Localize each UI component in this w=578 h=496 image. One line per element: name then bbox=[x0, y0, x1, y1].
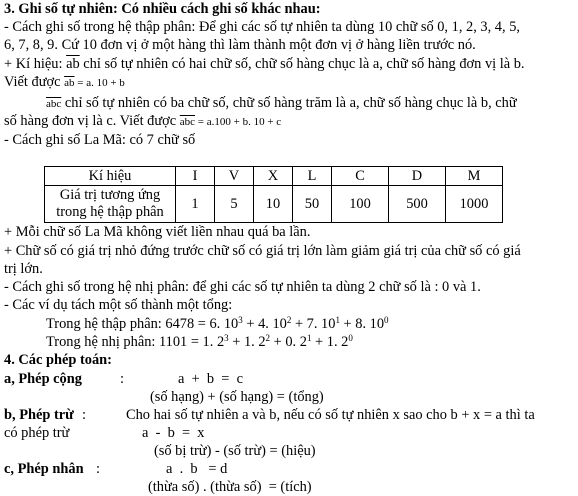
exponent: 1 bbox=[306, 333, 312, 343]
abc-formula-symbol: $\overline{abc}$ bbox=[179, 116, 196, 128]
addition-colon: : bbox=[120, 371, 124, 387]
example-dec-part: + 8. 10 bbox=[339, 316, 385, 332]
exponent: 2 bbox=[286, 315, 292, 325]
example-bin-part: + 0. 2 bbox=[270, 334, 307, 350]
roman-symbol: M bbox=[446, 167, 503, 186]
abc-symbol: $\overline{abc}$ bbox=[46, 98, 62, 110]
subtraction-formula: a - b = x bbox=[142, 425, 205, 441]
subtraction-names: (số bị trừ) - (số trừ) = (hiệu) bbox=[154, 443, 316, 459]
example-dec-part: + 7. 10 bbox=[291, 316, 336, 332]
multiplication-formula: a . b = d bbox=[166, 461, 228, 477]
roman-symbol: L bbox=[293, 167, 332, 186]
section-4-heading: 4. Các phép toán: bbox=[4, 352, 112, 368]
exponent: 0 bbox=[348, 333, 353, 343]
section-3-heading: 3. Ghi số tự nhiên: Có nhiều cách ghi số khác nhau: bbox=[4, 1, 321, 17]
roman-rule-2b: trị lớn. bbox=[4, 261, 43, 277]
roman-rule-1: + Mỗi chữ số La Mã không viết liền nhau quá ba lần. bbox=[4, 224, 311, 240]
example-decimal bbox=[46, 315, 389, 333]
abc-write-prefix: số hàng đơn vị là c. Viết được bbox=[4, 113, 180, 129]
notation-line-2 bbox=[4, 73, 125, 92]
subtraction-text-1: Cho hai số tự nhiên a và b, nếu có số tự nhiên x sao cho b + x = a thì ta bbox=[126, 407, 535, 423]
table-value-label bbox=[45, 186, 176, 223]
subtraction-colon: : bbox=[82, 407, 86, 423]
examples-intro: - Các ví dụ tách một số thành một tổng: bbox=[4, 297, 233, 313]
decimal-value: 1 bbox=[176, 186, 215, 223]
exponent: 3 bbox=[238, 315, 243, 325]
decimal-value: 10 bbox=[254, 186, 293, 223]
notation-line-4 bbox=[4, 112, 281, 131]
example-dec-part: Trong hệ thập phân: 6478 = 6. 10 bbox=[46, 316, 239, 332]
abc-formula: = a.100 + b. 10 + c bbox=[195, 116, 282, 128]
roman-numeral-table bbox=[44, 166, 503, 223]
notation-line-3 bbox=[46, 94, 517, 113]
table-row bbox=[45, 186, 503, 223]
multiplication-label: c, Phép nhân bbox=[4, 461, 84, 477]
write-prefix: Viết được bbox=[4, 74, 65, 90]
value-label-line-1: Giá trị tương ứng bbox=[59, 187, 161, 203]
example-bin-part: + 1. 2 bbox=[228, 334, 266, 350]
roman-symbol: V bbox=[215, 167, 254, 186]
decimal-value: 500 bbox=[389, 186, 446, 223]
exponent: 0 bbox=[384, 315, 389, 325]
example-bin-part: Trong hệ nhị phân: 1101 = 1. 2 bbox=[46, 334, 225, 350]
decimal-desc-line-2: 6, 7, 8, 9. Cứ 10 đơn vị ở một hàng thì làm thành một đơn vị ở hàng liền trước nó. bbox=[4, 37, 476, 53]
exponent: 3 bbox=[224, 333, 229, 343]
decimal-value: 5 bbox=[215, 186, 254, 223]
table-header-label: Kí hiệu bbox=[45, 167, 176, 186]
subtraction-label: b, Phép trừ bbox=[4, 407, 74, 423]
decimal-value: 100 bbox=[332, 186, 389, 223]
ab-formula: = a. 10 + b bbox=[74, 77, 125, 89]
subtraction-text-2: có phép trừ bbox=[4, 425, 70, 441]
roman-intro: - Cách ghi số La Mã: có 7 chữ số bbox=[4, 132, 196, 148]
roman-symbol: C bbox=[332, 167, 389, 186]
roman-symbol: X bbox=[254, 167, 293, 186]
value-label-line-2: trong hệ thập phân bbox=[56, 204, 164, 220]
exponent: 2 bbox=[265, 333, 271, 343]
multiplication-names: (thừa số) . (thừa số) = (tích) bbox=[148, 479, 312, 495]
addition-names: (số hạng) + (số hạng) = (tổng) bbox=[150, 389, 324, 405]
example-dec-part: + 4. 10 bbox=[242, 316, 287, 332]
multiplication-colon: : bbox=[96, 461, 100, 477]
notation-prefix: + Kí hiệu: bbox=[4, 56, 67, 72]
roman-symbol: I bbox=[176, 167, 215, 186]
binary-desc: - Cách ghi số trong hệ nhị phân: để ghi các số tự nhiên ta dùng 2 chữ số là : 0 và 1. bbox=[4, 279, 481, 295]
decimal-value: 50 bbox=[293, 186, 332, 223]
roman-rule-2a: + Chữ số có giá trị nhỏ đứng trước chữ số có giá trị lớn làm giảm giá trị của chữ số có giá bbox=[4, 243, 521, 259]
notation-ab-desc: chỉ số tự nhiên có hai chữ số, chữ số hàng chục là a, chữ số hàng đơn vị là b. bbox=[79, 56, 525, 72]
table-row bbox=[45, 167, 503, 186]
roman-symbol: D bbox=[389, 167, 446, 186]
example-binary bbox=[46, 333, 353, 351]
addition-formula: a + b = c bbox=[178, 371, 243, 387]
ab-formula-symbol: $\overline{ab}$ bbox=[64, 77, 75, 89]
ab-symbol: $\overline{ab}$ bbox=[66, 56, 80, 72]
addition-label: a, Phép cộng bbox=[4, 371, 82, 387]
decimal-value: 1000 bbox=[446, 186, 503, 223]
example-bin-part: + 1. 2 bbox=[311, 334, 349, 350]
exponent: 1 bbox=[335, 315, 340, 325]
notation-line-1 bbox=[4, 55, 525, 73]
notation-abc-desc: chỉ số tự nhiên có ba chữ số, chữ số hàng trăm là a, chữ số hàng chục là b, chữ bbox=[61, 95, 517, 111]
decimal-desc-line-1: - Cách ghi số trong hệ thập phân: Để ghi các số tự nhiên ta dùng 10 chữ số 0, 1, 2, 3, 4, 5, bbox=[4, 19, 520, 35]
